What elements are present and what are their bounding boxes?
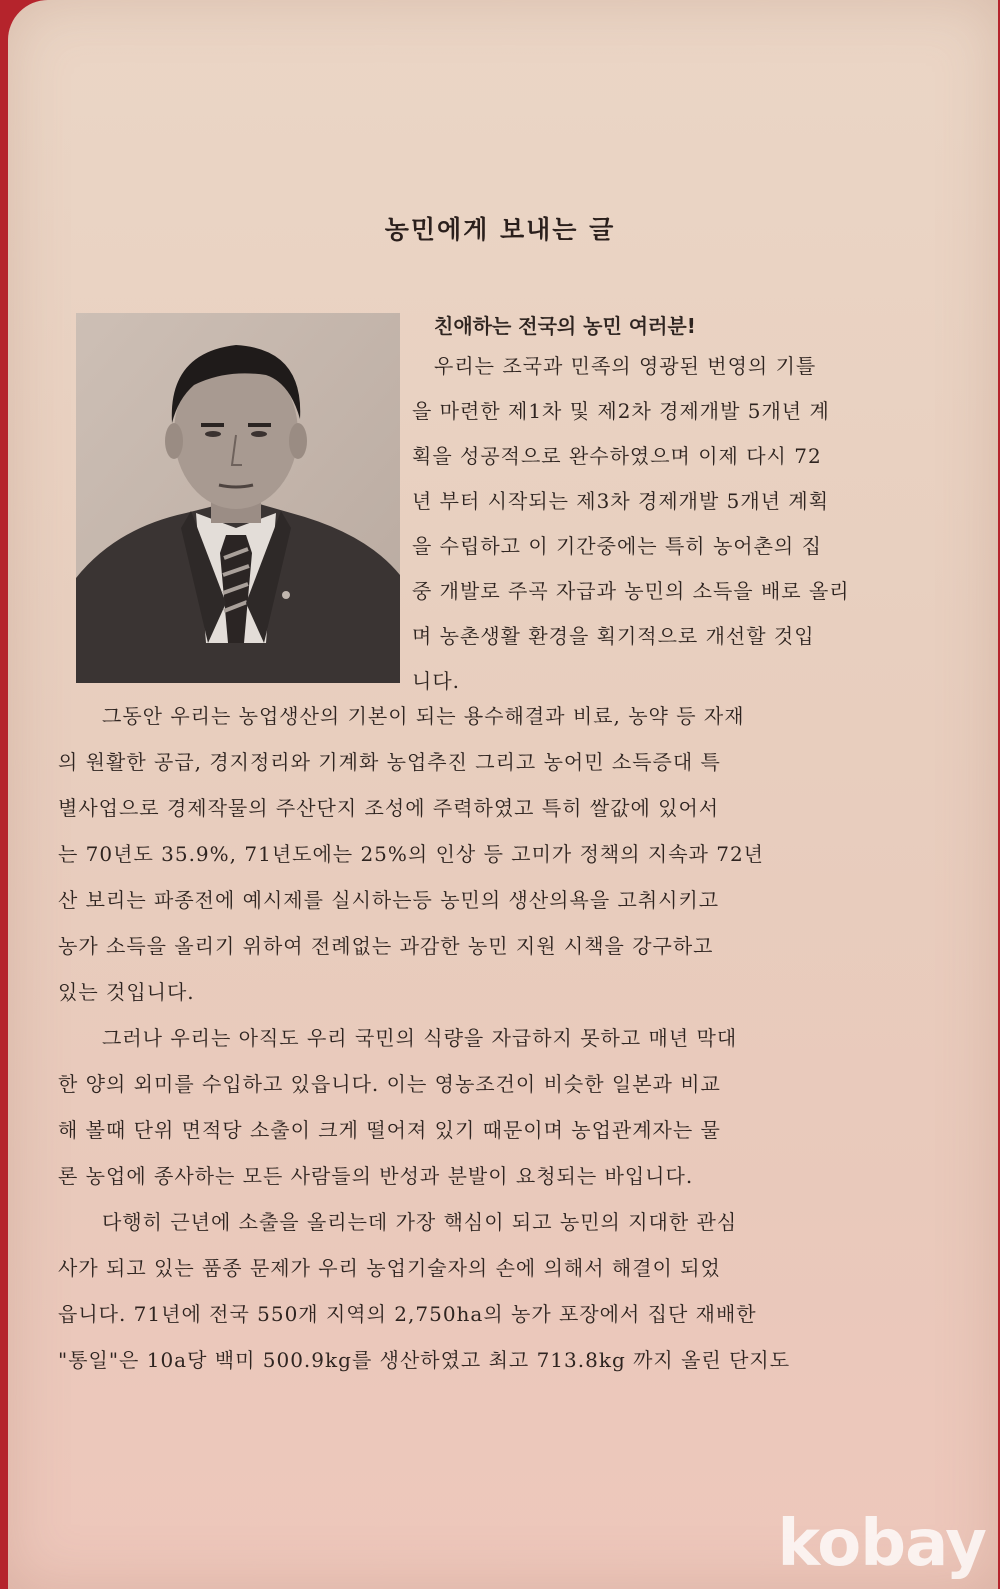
text-line: 며 농촌생활 환경을 획기적으로 개선할 것입 (412, 624, 815, 648)
text-line: 사가 되고 있는 품종 문제가 우리 농업기술자의 손에 의해서 해결이 되었 (58, 1256, 721, 1280)
page-title: 농민에게 보내는 글 (384, 215, 616, 244)
text-line: 우리는 조국과 민족의 영광된 번영의 기틀 (434, 354, 817, 378)
intro-paragraph (412, 308, 932, 704)
text-line: 획을 성공적으로 완수하였으며 이제 다시 72 (412, 444, 822, 468)
portrait-photo (76, 313, 400, 683)
text-line: 는 70년도 35.9%, 71년도에는 25%의 인상 등 고미가 정책의 지속과 72년 (58, 842, 764, 866)
text-line: 의 원활한 공급, 경지정리와 기계화 농업추진 그리고 농어민 소득증대 특 (58, 750, 721, 774)
greeting: 친애하는 전국의 농민 여러분! (434, 314, 696, 338)
text-line: 을 마련한 제1차 및 제2차 경제개발 5개년 계 (412, 399, 830, 423)
text-line: 을 수립하고 이 기간중에는 특히 농어촌의 집 (412, 534, 822, 558)
text-line: 별사업으로 경제작물의 주산단지 조성에 주력하였고 특히 쌀값에 있어서 (58, 796, 720, 820)
text-line: "통일"은 10a당 백미 500.9kg를 생산하였고 최고 713.8kg 까지 올린 단지도 (58, 1348, 791, 1372)
text-line: 해 볼때 단위 면적당 소출이 크게 떨어져 있기 때문이며 농업관계자는 물 (58, 1118, 721, 1142)
text-line: 한 양의 외미를 수입하고 있읍니다. 이는 영농조건이 비슷한 일본과 비교 (58, 1072, 721, 1096)
text-line: 니다. (412, 669, 460, 693)
text-line: 중 개발로 주곡 자급과 농민의 소득을 배로 올리 (412, 579, 850, 603)
body-paragraphs (58, 693, 938, 1383)
text-line: 농가 소득을 올리기 위하여 전례없는 과감한 농민 지원 시책을 강구하고 (58, 934, 714, 958)
watermark-logo: kobay (777, 1507, 986, 1581)
text-line: 그동안 우리는 농업생산의 기본이 되는 용수해결과 비료, 농약 등 자재 (102, 704, 745, 728)
text-line: 산 보리는 파종전에 예시제를 실시하는등 농민의 생산의욕을 고취시키고 (58, 888, 720, 912)
text-line: 있는 것입니다. (58, 980, 195, 1004)
text-line: 론 농업에 종사하는 모든 사람들의 반성과 분발이 요청되는 바입니다. (58, 1164, 694, 1188)
text-line: 그러나 우리는 아직도 우리 국민의 식량을 자급하지 못하고 매년 막대 (102, 1026, 738, 1050)
text-line: 년 부터 시작되는 제3차 경제개발 5개년 계획 (412, 489, 830, 513)
text-line: 읍니다. 71년에 전국 550개 지역의 2,750ha의 농가 포장에서 집단 재배한 (58, 1302, 757, 1326)
text-line: 다행히 근년에 소출을 올리는데 가장 핵심이 되고 농민의 지대한 관심 (102, 1210, 738, 1234)
